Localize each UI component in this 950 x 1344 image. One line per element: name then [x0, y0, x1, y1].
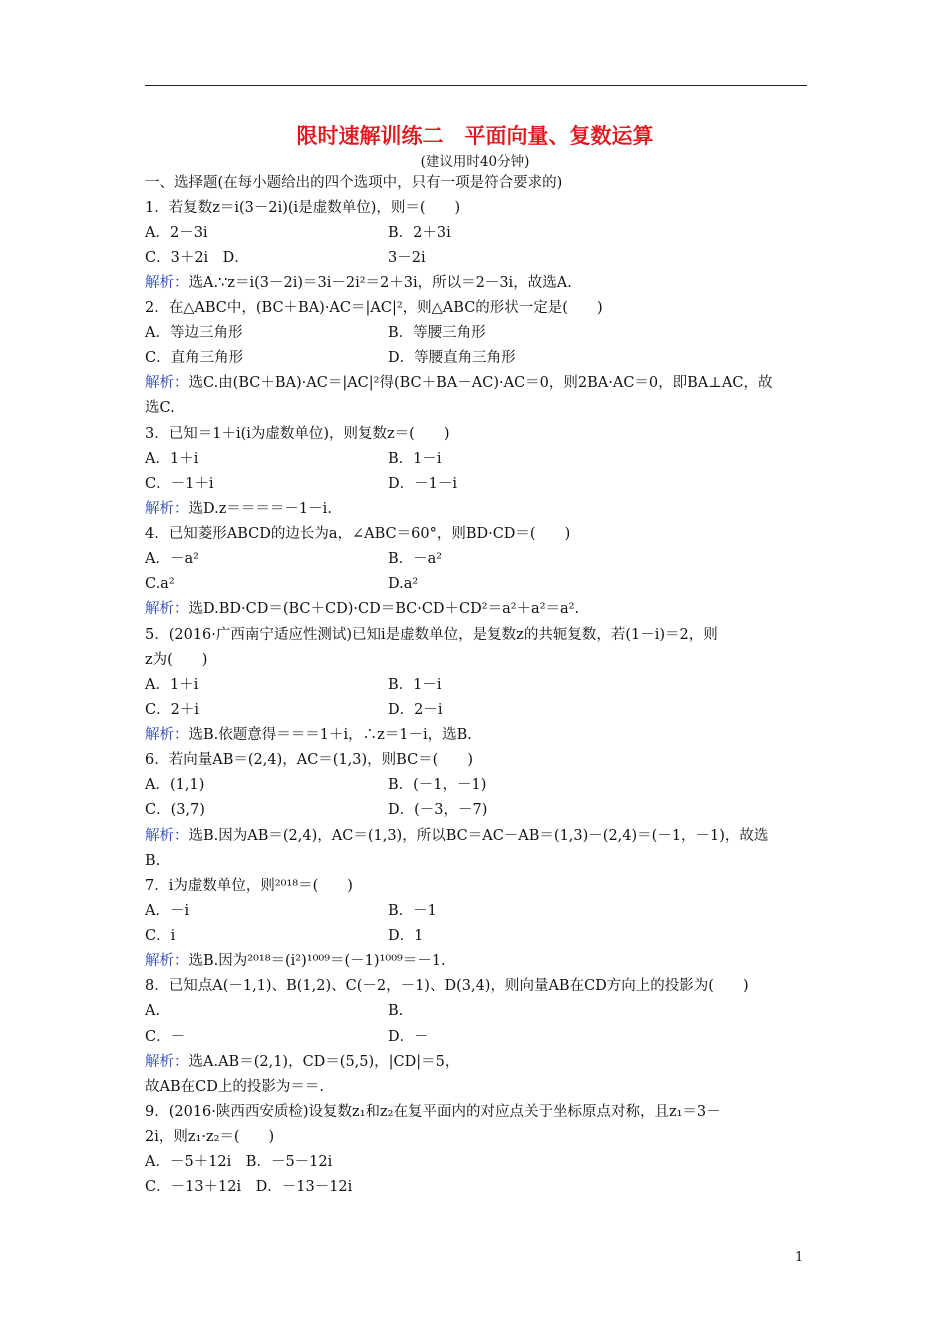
q8-stem: 8．已知点A(－1,1)、B(1,2)、C(－2，－1)、D(3,4)，则向量AB在CD方向上的投影为( )	[145, 978, 749, 994]
q3-option-a: A．1＋i	[145, 451, 199, 467]
q4-option-d: D.a²	[388, 576, 419, 592]
q4-option-a: A．－a²	[145, 551, 199, 567]
analysis-label: 解析：	[145, 275, 189, 291]
analysis-text: 选B.依题意得＝＝＝1＋i，∴z＝1－i，选B.	[188, 727, 472, 743]
q2-stem: 2．在△ABC中，(BC＋BA)·AC＝|AC|²，则△ABC的形状一定是( )	[145, 300, 603, 316]
q7-analysis	[145, 952, 446, 970]
q2-option-b: B．等腰三角形	[388, 325, 486, 341]
q5-option-b: B．1－i	[388, 677, 442, 693]
q1-option-d: 3－2i	[388, 250, 426, 266]
section-heading: 一、选择题(在每小题给出的四个选项中，只有一项是符合要求的)	[145, 175, 563, 191]
q2-option-d: D．等腰直角三角形	[388, 350, 516, 366]
q9-stem-cont: 2i，则z₁·z₂＝( )	[145, 1129, 275, 1145]
q2-analysis	[145, 374, 772, 392]
q4-option-c: C.a²	[145, 576, 175, 592]
analysis-text: 选C.由(BC＋BA)·AC＝|AC|²得(BC＋BA－AC)·AC＝0，则2BA·AC＝0，即BA⊥AC，故	[188, 375, 773, 391]
q1-analysis	[145, 274, 572, 292]
q6-option-c: C．(3,7)	[145, 802, 205, 818]
header-rule	[145, 85, 807, 86]
q1-stem: 1．若复数z＝i(3－2i)(i是虚数单位)，则＝( )	[145, 200, 461, 216]
q5-option-c: C．2＋i	[145, 702, 199, 718]
q3-option-d: D．－1－i	[388, 476, 457, 492]
q8-analysis	[145, 1053, 459, 1071]
q1-option-b: B．2＋3i	[388, 225, 451, 241]
analysis-text: 选B.因为AB＝(2,4)，AC＝(1,3)，所以BC＝AC－AB＝(1,3)－(2,4)＝(－1，－1)，故选	[188, 828, 769, 844]
q3-option-b: B．1－i	[388, 451, 442, 467]
analysis-label: 解析：	[145, 501, 189, 517]
q2-option-a: A．等边三角形	[145, 325, 243, 341]
q2-analysis-cont: 选C.	[145, 400, 175, 416]
analysis-label: 解析：	[145, 1054, 189, 1070]
q8-option-a: A.	[145, 1003, 161, 1019]
analysis-label: 解析：	[145, 375, 189, 391]
analysis-label: 解析：	[145, 727, 189, 743]
q6-analysis	[145, 827, 768, 845]
analysis-label: 解析：	[145, 601, 189, 617]
q6-stem: 6．若向量AB＝(2,4)，AC＝(1,3)，则BC＝( )	[145, 752, 473, 768]
q8-option-d: D．－	[388, 1029, 429, 1045]
q8-analysis-cont: 故AB在CD上的投影为＝＝.	[145, 1079, 324, 1095]
q4-stem: 4．已知菱形ABCD的边长为a，∠ABC＝60°，则BD·CD＝( )	[145, 526, 571, 542]
q3-stem: 3．已知＝1＋i(i为虚数单位)，则复数z＝( )	[145, 426, 450, 442]
q5-analysis	[145, 726, 472, 744]
page-title: 限时速解训练二 平面向量、复数运算	[296, 124, 654, 148]
q8-option-b: B.	[388, 1003, 404, 1019]
page-number: 1	[795, 1250, 804, 1265]
q9-options-ab: A．－5＋12i B．－5－12i	[145, 1154, 333, 1170]
q7-option-d: D．1	[388, 928, 424, 944]
q1-option-a: A．2－3i	[145, 225, 208, 241]
q8-option-c: C．－	[145, 1029, 186, 1045]
q7-option-a: A．－i	[145, 903, 190, 919]
q4-option-b: B．－a²	[388, 551, 443, 567]
q3-analysis	[145, 500, 332, 518]
analysis-text: 选D.z＝＝＝＝－1－i.	[188, 501, 332, 517]
q7-stem: 7．i为虚数单位，则²⁰¹⁸＝( )	[145, 878, 353, 894]
analysis-text: 选A.∵z＝i(3－2i)＝3i－2i²＝2＋3i，所以＝2－3i，故选A.	[188, 275, 572, 291]
analysis-text: 选A.AB＝(2,1)，CD＝(5,5)，|CD|＝5，	[188, 1054, 460, 1070]
analysis-text: 选B.因为²⁰¹⁸＝(i²)¹⁰⁰⁹＝(－1)¹⁰⁰⁹＝－1.	[188, 953, 446, 969]
q6-option-a: A．(1,1)	[145, 777, 205, 793]
q4-analysis	[145, 600, 579, 618]
analysis-text: 选D.BD·CD＝(BC＋CD)·CD＝BC·CD＋CD²＝a²＋a²＝a².	[188, 601, 580, 617]
q9-options-cd: C．－13＋12i D．－13－12i	[145, 1179, 353, 1195]
q6-option-d: D．(－3，－7)	[388, 802, 488, 818]
q6-option-b: B．(－1，－1)	[388, 777, 487, 793]
analysis-label: 解析：	[145, 828, 189, 844]
q9-stem: 9．(2016·陕西西安质检)设复数z₁和z₂在复平面内的对应点关于坐标原点对称，且z₁＝3－	[145, 1104, 721, 1120]
analysis-label: 解析：	[145, 953, 189, 969]
q5-stem-cont: z为( )	[145, 652, 208, 668]
q5-option-a: A．1＋i	[145, 677, 199, 693]
q2-option-c: C．直角三角形	[145, 350, 244, 366]
q1-option-c: C．3＋2i D．	[145, 250, 249, 266]
q7-option-b: B．－1	[388, 903, 437, 919]
q3-option-c: C．－1＋i	[145, 476, 214, 492]
page-subtitle: (建议用时40分钟)	[420, 154, 530, 170]
q6-analysis-cont: B.	[145, 853, 161, 869]
q7-option-c: C．i	[145, 928, 176, 944]
q5-option-d: D．2－i	[388, 702, 443, 718]
q5-stem: 5．(2016·广西南宁适应性测试)已知i是虚数单位，是复数z的共轭复数，若(1－i)＝2，则	[145, 627, 718, 643]
